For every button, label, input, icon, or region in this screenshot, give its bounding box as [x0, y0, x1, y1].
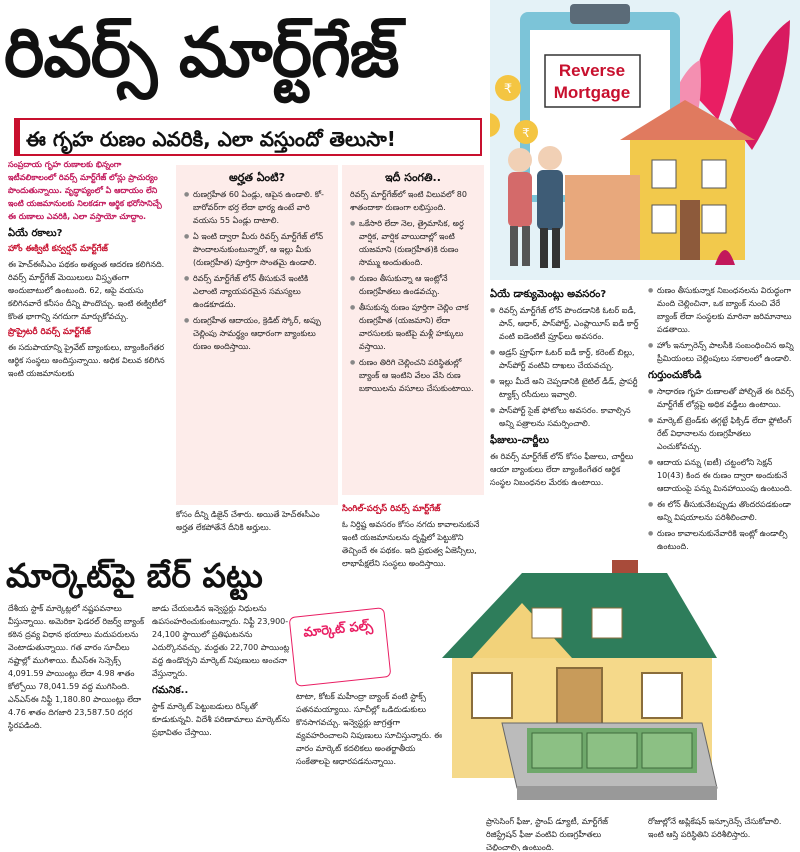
facts-box — [342, 165, 484, 495]
reverse-mortgage-illustration — [490, 0, 800, 280]
list-item: ● అడ్రస్ ప్రూఫ్‌గా ఓటర్ ఐడీ కార్డ్, కరెంట్ బిల్లు, పాస్‌పోర్ట్ వంటివి దాఖలు చేయవచ్చు. — [490, 346, 640, 372]
svg-text:₹: ₹ — [503, 82, 513, 97]
market-col-2-text: జాడు చేయబడిన ఇన్వెస్టర్లు నిధులను ఉపసంహరించుకుంటున్నారు. నిఫ్టీ 23,900-24,100 స్థాయిలో ప్రతిఘటనను ఎదుర్కొనవచ్చు. మద్దతు 22,700 పాయింట్ల వద్ద ఉండొచ్చని మార్కెట్ నిపుణులు అంచనా వేస్తున్నారు. — [152, 604, 290, 678]
proprietary-heading: ప్రొప్రైటరీ రివర్స్ మార్ట్‌గేజ్ — [8, 327, 91, 337]
remember-list — [648, 385, 794, 553]
market-col-4: ప్రాసెసింగ్ ఫీజు, స్టాంప్ డ్యూటీ, మార్ట్‌గేజ్ రిజిస్ట్రేషన్ ఫీజు వంటివి రుణగ్రహీతలు చెల్లించాల్సి ఉంటుంది. — [486, 817, 608, 851]
badge-line2: Mortgage — [553, 83, 631, 102]
svg-text:₹: ₹ — [522, 126, 530, 140]
market-note-text: స్టాక్ మార్కెట్ పెట్టుబడులు రిస్క్‌తో కూడుకున్నవి. విదేశీ పరిణామాలు మార్కెట్‌ను ప్రభావితం చేస్తాయి. — [152, 702, 290, 737]
list-item: ● రుణగ్రహీత ఆదాయం, క్రెడిట్ స్కోర్, అప్పు చెల్లింపు సామర్థ్యం ఆధారంగా బ్యాంకులు రుణం అందిస్తాయి. — [184, 314, 330, 353]
market-col-2 — [152, 602, 290, 846]
market-col-5: రోజుల్లోనే అప్లికేషన్ ఇన్సూరెన్స్ చేసుకోవాలి. ఇంటి ఆస్తి పరిస్థితిని పరిశీలిస్తారు. — [648, 817, 782, 839]
market-pulse-badge: మార్కెట్ పల్స్ — [289, 607, 392, 687]
eligibility-box — [176, 165, 338, 505]
hecm-heading: హోం ఈక్విటీ కన్వర్షన్ మార్ట్‌గేజ్ — [8, 244, 108, 254]
documents-column — [490, 284, 640, 584]
list-item: ● రివర్స్ మార్ట్‌గేజ్ లోన్ తీసుకునే ఇంటికి ఎలాంటి న్యాయపరమైన సమస్యలు ఉండకూడదు. — [184, 272, 330, 311]
single-purpose-heading: సింగిల్-పర్పస్ రివర్స్ మార్ట్‌గేజ్ — [342, 504, 441, 514]
fees-heading: ఫీజులు-చార్జీలు — [490, 435, 550, 446]
eligibility-list — [184, 188, 330, 353]
house-money-illustration — [432, 548, 722, 818]
remember-heading: గుర్తుంచుకోండి — [648, 370, 702, 381]
intro-column — [8, 158, 170, 520]
list-item: ● మార్కెట్ ట్రెండ్‌కు తగ్గట్టే ఫిక్సిడ్ లేదా ఫ్లోటింగ్ రేట్ విధానాలను రుణగ్రహీతలు ఎంచుకోవచ్చు. — [648, 414, 794, 453]
list-item: ● ఇల్లు మీదే అని చెప్పడానికి టైటిల్ డీడ్, ప్రాపర్టీ ట్యాక్స్ రసీదులు ఇవ్వాలి. — [490, 375, 640, 401]
documents-list — [490, 304, 640, 430]
facts-heading: ఇదీ సంగతి.. — [385, 171, 441, 184]
list-item: ● పాస్‌పోర్ట్ సైజ్ ఫోటోలు అవసరం. కావాల్సిన అన్ని పత్రాలను సమర్పించాలి. — [490, 404, 640, 430]
list-item: ● రుణగ్రహీత 60 ఏండ్లు, ఆపైన ఉండాలి. కో-బారోవర్‌గా భర్త లేదా భార్య ఉంటే వారి వయసు 55 ఏండ్లు దాటాలి. — [184, 188, 330, 227]
list-item: ● ఏ ఇంటి ద్వారా మీరు రివర్స్ మార్ట్‌గేజ్ లోన్ పొందాలనుకుంటున్నారో, ఆ ఇల్లు మీకు (రుణగ్రహీత) పూర్తిగా సొంతమై ఉండాలి. — [184, 230, 330, 269]
list-item: ● ఒకేసారి లేదా నెల, త్రైమాసిక, అర్ధ వార్షిక, వార్షిక వాయిదాల్లో ఇంటి యజమాని (రుణగ్రహీత)కి రుణం సొమ్ము అందుతుంది. — [350, 217, 476, 269]
page-title: రివర్స్ మార్ట్‌గేజ్ — [4, 14, 399, 93]
badge-line1: Reverse — [558, 61, 626, 80]
single-purpose-text: ఓ నిర్దిష్ట అవసరం కోసం నగదు కావాలనుకునే ఇంటి యజమానులను దృష్టిలో పెట్టుకొని తెచ్చిందే ఈ పథకం. ఇది ప్రభుత్వ ఏజెన్సీలు, లాభాపేక్షలేని సంస్థలు అందిస్తాయి. — [342, 520, 480, 568]
market-note-heading: గమనిక.. — [152, 685, 189, 696]
proprietary-text: ఈ సదుపాయాన్ని ప్రైవేట్ బ్యాంకులు, బ్యాంకింగేతర ఆర్థిక సంస్థలు అందిస్తున్నాయి. అధిక విలువ కలిగిన ఇంటి యజమానులకు — [8, 343, 165, 378]
penalty-list — [648, 284, 794, 365]
list-item: ● ఆదాయ పన్ను (ఐటీ) చట్టంలోని సెక్షన్ 10(43) కింద ఈ రుణం ద్వారా అందుకునే ఆదాయంపై పన్ను మినహాయింపు ఉంటుంది. — [648, 456, 794, 495]
page-subtitle: ఈ గృహ రుణం ఎవరికి, ఎలా వస్తుందో తెలుసా! — [14, 118, 482, 156]
fees-text: ఈ రివర్స్ మార్ట్‌గేజ్ లోన్ కోసం ఫీజులు, చార్జీలు ఆయా బ్యాంకులు లేదా బ్యాంకింగేతర ఆర్థిక సంస్థల నిబంధనల మేరకు ఉంటాయి. — [490, 452, 634, 487]
facts-intro: రివర్స్ మార్ట్‌గేజ్‌లో ఇంటి విలువలో 80 శాతందాకా రుణంగా లభిస్తుంది. — [350, 190, 467, 212]
list-item: ● ఈ లోన్ తీసుకునేటప్పుడు తొందరపడకుండా అన్ని విషయాలను పరిశీలించాలి. — [648, 498, 794, 524]
documents-heading: ఏయే డాక్యుమెంట్లు అవసరం? — [490, 289, 607, 300]
list-item: ● రుణం తిరిగి చెల్లించని పరిస్థితుల్లో బ్యాంక్ ఆ ఇంటిని వేలం వేసి రుణ బకాయిలను వసూలు చేసుకుంటాయి. — [350, 356, 476, 395]
types-heading: ఏయే రకాలు? — [8, 228, 63, 239]
hecm-text: ఈ హెచ్‌ఈసీఎం పథకం అత్యంత ఆదరణ కలిగినది. రివర్స్ మార్ట్‌గేజ్ మెయిలులు విస్తృతంగా అందుబాటులో ఉంటుంది. 62, ఆపై వయసు కలిగినవారే కనీసం దీన్ని పొందొచ్చు. ఇంటి ఈక్విటీలో కొంత భాగాన్ని నగదుగా మార్చుకోవచ్చు. — [8, 260, 166, 321]
list-item: ● తీసుకున్న రుణం పూర్తిగా చెల్లిం చాక రుణగ్రహీత (యజమాని) లేదా వారసులకు ఇంటిపై మళ్లీ హక్కులు వస్తాయి. — [350, 301, 476, 353]
list-item: ● రుణం కావాలనుకునేవారికి ఇంట్లో ఉండాల్సి ఉంటుంది. — [648, 527, 794, 553]
list-item: ● రుణం తీసుకున్నా ఆ ఇంట్లోనే రుణగ్రహీతలు ఉండవచ్చు. — [350, 272, 476, 298]
facts-list — [350, 217, 476, 395]
list-item: ● సాధారణ గృహ రుణాలతో పోల్చితే ఈ రివర్స్ మార్ట్‌గేజ్ లోన్లపై అధిక వడ్డీలు ఉంటాయి. — [648, 385, 794, 411]
intro-text: సంప్రదాయ గృహ రుణాలకు భిన్నంగా ఇటీవలికాలంలో రివర్స్ మార్ట్‌గేజ్ లోన్లు ప్రాచుర్యం పొందుతున్నాయి. వృద్ధాప్యంలో ఏ ఆదాయం లేని ఇంటి యజమానులకు నిలకడగా ఆర్థిక భరోసానిచ్చే ఈ రుణాలు ఎవరికి, ఎలా వస్తాయో చూద్దాం. — [8, 160, 162, 221]
market-title: మార్కెట్‌పై బేర్ పట్టు — [6, 556, 263, 595]
market-col-3: టాటా, కోటక్ మహీంద్రా బ్యాంక్ వంటి స్టాక్స్ పతనమయ్యాయి. సూచీల్లో ఒడిదుడుకులు కొనసాగవచ్చు. ఇన్వెస్టర్లు జాగ్రత్తగా వ్యవహరించాలని నిపుణులు సూచిస్తున్నారు. ఈ వారం మార్కెట్ కదలికలు అంతర్జాతీయ సంకేతాలపై ఆధారపడనున్నాయి. — [296, 692, 442, 766]
list-item: ● హోం ఇన్సూరెన్స్ పాలసీకి సంబంధించిన అన్ని ప్రీమియంలు చెల్లింపులు సకాలంలో ఉండాలి. — [648, 339, 794, 365]
list-item: ● రివర్స్ మార్ట్‌గేజ్ లోన్ పొందడానికి ఓటర్ ఐడీ, పాన్, ఆధార్, పాస్‌పోర్ట్, ఎంప్లాయీస్ ఐడీ కార్డ్ వంటి ఐడెంటిటీ ప్రూఫ్‌లు అవసరం. — [490, 304, 640, 343]
eligibility-heading: అర్హత ఏంటి? — [229, 171, 285, 184]
market-col-1: దేశీయ స్టాక్ మార్కెట్లలో నష్టపవనాలు వీస్తున్నాయి. అమెరికా ఫెడరల్ రిజర్వ్ బ్యాంక్ కఠిన ద్రవ్య విధాన భయాలు మదుపరులను వెంటాడుతున్నాయి. గత వారం సూచీలు నష్టాల్లో ముగిశాయి. బీఎస్‌ఈ సెన్సెక్స్ 4,091.59 పాయింట్లు లేదా 4.98 శాతం కోల్పోయి 78,041.59 వద్ద ముగిసింది. ఎన్‌ఎస్‌ఈ నిఫ్టీ 1,180.80 పాయింట్లు లేదా 4.76 శాతం దిగజారి 23,587.50 దగ్గర స్థిరపడింది. — [8, 604, 145, 730]
eligibility-tail: కోసం దీన్ని డిజైన్ చేశారు. అయితే హెచ్‌ఈసీఎం అర్హత లేకపోతేనే దీనికి అర్హులు. — [176, 510, 320, 532]
list-item: ● రుణం తీసుకున్నాక నిబంధనలను విరుద్ధంగా మంది చెల్లించినా, ఒక బ్యాంక్ నుంచి వేరే బ్యాంక్ లేదా సంస్థలకు మారినా జరిమానాలు పడతాయి. — [648, 284, 794, 336]
